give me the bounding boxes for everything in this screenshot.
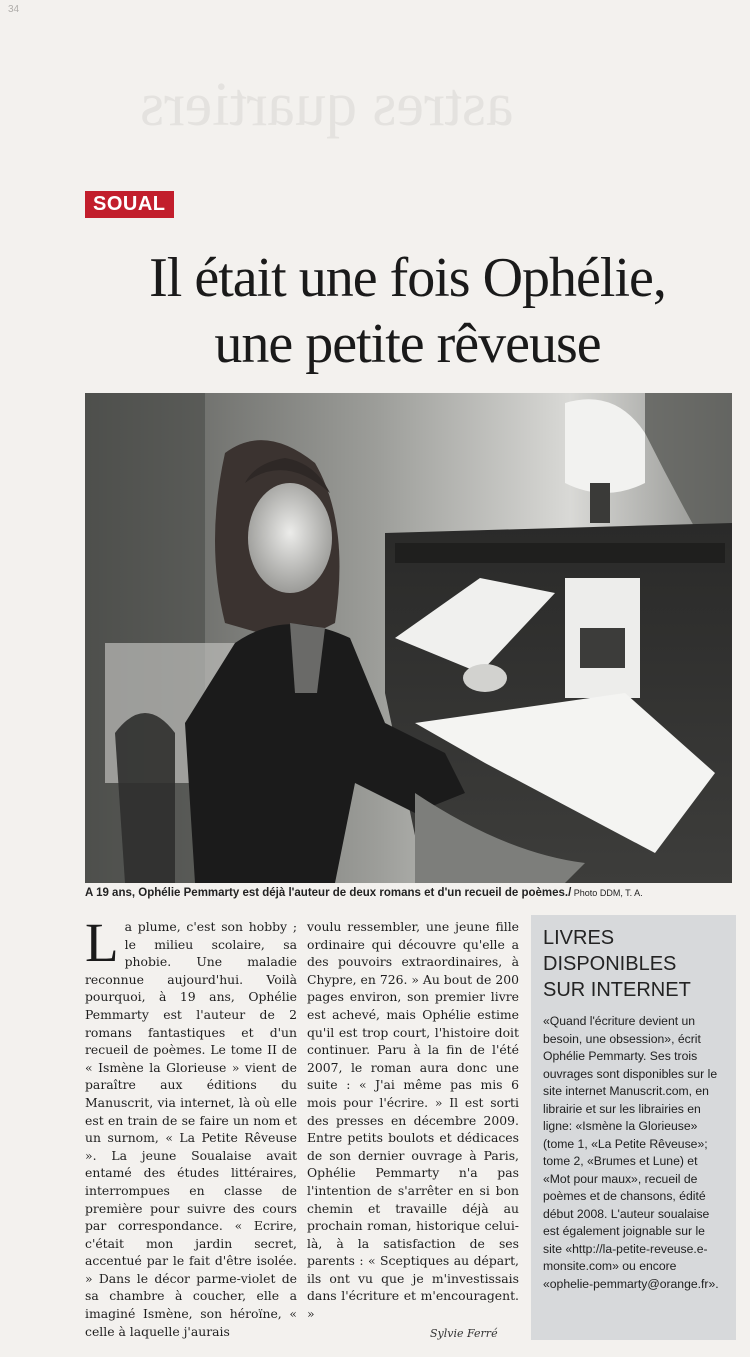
headline-line-2: une petite rêveuse [214,313,601,375]
headline-line-1: Il était une fois Ophélie, [149,247,666,309]
photo-credit: Photo DDM, T. A. [571,888,643,898]
sidebar-body: «Quand l'écriture devient un besoin, une obsession», écrit Ophélie Pemmarty. Ses trois ouvrages sont disponibles sur le site internet Manuscrit.com, en librairie et sur les librairies en ligne: «Ismène la Glorieuse» (tome 1, «La Petite Rêveuse»; tome 2, «Brumes et Lune) et «Mot pour maux», recueil de poèmes et de chansons, édité début 2008. L'auteur soualaise est également joignable sur le site «http://la-petite-reveuse.e-monsite.com» ou encore «ophelie-pemmarty@orange.fr». [543,1014,719,1291]
sidebar-title-line-1: LIVRES DISPONIBLES [543,927,677,975]
article-text-col2: voulu ressembler, une jeune fille ordinaire qui découvre qu'elle a des pouvoirs extraordinaires, à Chypre, en 726. » Au bout de 200 pages environ, son premier livre est achevé, mais Ophélie estime qu'il est trop court, l'histoire doit continuer. Paru à la fin de l'été 2007, le roman aura donc une suite : « J'ai même pas mis 6 mois pour l'écrire. » Il est sorti des presses en décembre 2009. Entre petits boulots et dédicaces de son dernier ouvrage à Paris, Ophélie Pemmarty n'a pas l'intention de s'arrêter en si bon chemin et travaille déjà au prochain roman, historique celui-là, à la satisfaction de ses parents : « Sceptiques au départ, ils ont vu que je m'investissais dans l'écriture et m'encouragent. » [307,919,519,1322]
sidebar-title-line-2: SUR INTERNET [543,979,691,1001]
article-column-1 [85,912,297,1340]
article-text-col1: a plume, c'est son hobby ; le milieu scolaire, sa phobie. Une maladie reconnue aujourd'hui. Voilà pourquoi, à 19 ans, Ophélie Pemmarty est l'auteur de 2 romans fantastiques et d'un recueil de poèmes. Le tome II de « Ismène la Glorieuse » vient de paraître aux éditions du Manuscrit, via internet, là où elle est en train de se faire un nom et un surnom, « La Petite Rêveuse ». La jeune Soualaise avait entamé des études littéraires, interrompues en classe de première pour suivre des cours par correspondance. « Ecrire, c'était mon jardin secret, accentué par le fait d'être isolée. » Dans le décor parme-violet de sa chambre à coucher, elle a imaginé Ismène, son héroïne, « celle à laquelle j'aurais [85,919,297,1339]
headline [80,245,735,377]
photo-caption [85,887,735,899]
sidebar-box [531,915,736,1340]
article-photo [85,393,732,883]
article-column-2 [307,918,519,1323]
caption-text: A 19 ans, Ophélie Pemmarty est déjà l'auteur de deux romans et d'un recueil de poèmes./ [85,887,572,899]
sidebar-title [543,925,724,1003]
section-label: SOUAL [85,191,174,218]
dropcap: L [85,912,119,973]
bleed-through-text: astres quartiers [140,71,514,139]
author-signature: Sylvie Ferré [430,1327,498,1340]
photo-young-woman-writing-at-desk-icon [85,393,732,883]
page-corner-mark: 34 [8,4,20,15]
